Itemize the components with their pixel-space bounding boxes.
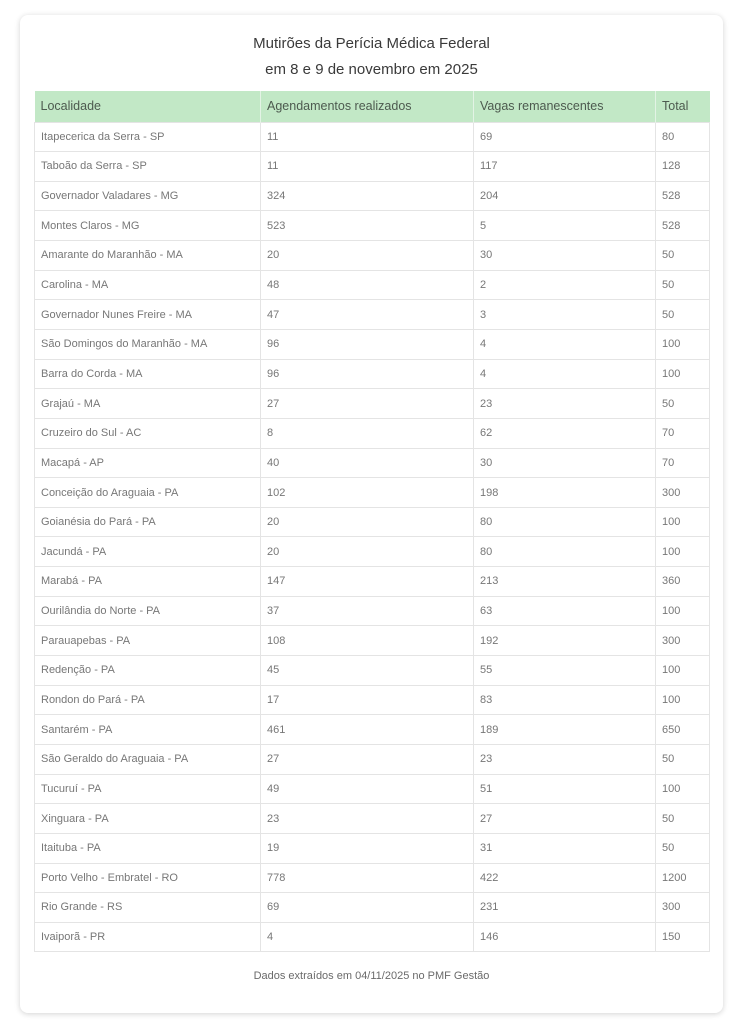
cell-total: 100	[656, 507, 710, 537]
cell-vagas: 231	[474, 893, 656, 923]
table-row	[35, 715, 710, 745]
cell-vagas: 23	[474, 389, 656, 419]
cell-agendamentos: 96	[261, 359, 474, 389]
cell-vagas: 55	[474, 656, 656, 686]
table-row	[35, 211, 710, 241]
table-row	[35, 270, 710, 300]
table-row	[35, 922, 710, 952]
cell-localidade: Governador Valadares - MG	[35, 181, 261, 211]
cell-localidade: São Geraldo do Araguaia - PA	[35, 744, 261, 774]
cell-total: 650	[656, 715, 710, 745]
cell-localidade: Macapá - AP	[35, 448, 261, 478]
cell-agendamentos: 45	[261, 656, 474, 686]
cell-total: 50	[656, 300, 710, 330]
cell-localidade: Grajaú - MA	[35, 389, 261, 419]
column-header-total: Total	[656, 91, 710, 122]
cell-localidade: Goianésia do Pará - PA	[35, 507, 261, 537]
cell-vagas: 27	[474, 804, 656, 834]
cell-vagas: 3	[474, 300, 656, 330]
cell-localidade: Taboão da Serra - SP	[35, 152, 261, 182]
cell-vagas: 69	[474, 122, 656, 152]
cell-localidade: Jacundá - PA	[35, 537, 261, 567]
table-row	[35, 685, 710, 715]
cell-vagas: 5	[474, 211, 656, 241]
cell-vagas: 80	[474, 537, 656, 567]
table-body	[35, 122, 710, 952]
table-row	[35, 122, 710, 152]
cell-vagas: 204	[474, 181, 656, 211]
cell-agendamentos: 147	[261, 567, 474, 597]
cell-agendamentos: 27	[261, 389, 474, 419]
table-row	[35, 241, 710, 271]
cell-vagas: 23	[474, 744, 656, 774]
cell-vagas: 80	[474, 507, 656, 537]
cell-total: 50	[656, 833, 710, 863]
cell-total: 128	[656, 152, 710, 182]
cell-agendamentos: 69	[261, 893, 474, 923]
cell-agendamentos: 102	[261, 478, 474, 508]
cell-total: 80	[656, 122, 710, 152]
cell-agendamentos: 49	[261, 774, 474, 804]
table-row	[35, 656, 710, 686]
table-row	[35, 626, 710, 656]
cell-agendamentos: 96	[261, 329, 474, 359]
cell-total: 528	[656, 181, 710, 211]
table-row	[35, 152, 710, 182]
cell-localidade: Amarante do Maranhão - MA	[35, 241, 261, 271]
page-subtitle: em 8 e 9 de novembro em 2025	[265, 61, 478, 78]
cell-total: 100	[656, 537, 710, 567]
column-header-vagas: Vagas remanescentes	[474, 91, 656, 122]
cell-agendamentos: 11	[261, 122, 474, 152]
cell-agendamentos: 40	[261, 448, 474, 478]
cell-total: 50	[656, 804, 710, 834]
table-row	[35, 448, 710, 478]
cell-vagas: 192	[474, 626, 656, 656]
table-row	[35, 418, 710, 448]
cell-vagas: 422	[474, 863, 656, 893]
cell-total: 100	[656, 685, 710, 715]
cell-agendamentos: 4	[261, 922, 474, 952]
content-card	[20, 15, 723, 1013]
cell-total: 100	[656, 359, 710, 389]
table-row	[35, 329, 710, 359]
cell-vagas: 146	[474, 922, 656, 952]
cell-agendamentos: 20	[261, 241, 474, 271]
cell-localidade: Barra do Corda - MA	[35, 359, 261, 389]
table-row	[35, 893, 710, 923]
column-header-localidade: Localidade	[35, 91, 261, 122]
cell-total: 360	[656, 567, 710, 597]
cell-vagas: 2	[474, 270, 656, 300]
cell-localidade: Rio Grande - RS	[35, 893, 261, 923]
cell-localidade: Governador Nunes Freire - MA	[35, 300, 261, 330]
cell-total: 50	[656, 389, 710, 419]
cell-agendamentos: 47	[261, 300, 474, 330]
cell-vagas: 213	[474, 567, 656, 597]
table-row	[35, 596, 710, 626]
cell-localidade: Parauapebas - PA	[35, 626, 261, 656]
cell-localidade: Rondon do Pará - PA	[35, 685, 261, 715]
cell-localidade: Santarém - PA	[35, 715, 261, 745]
cell-localidade: Porto Velho - Embratel - RO	[35, 863, 261, 893]
cell-agendamentos: 23	[261, 804, 474, 834]
page-title: Mutirões da Perícia Médica Federal	[253, 35, 490, 52]
cell-agendamentos: 461	[261, 715, 474, 745]
cell-total: 70	[656, 448, 710, 478]
cell-localidade: São Domingos do Maranhão - MA	[35, 329, 261, 359]
cell-agendamentos: 11	[261, 152, 474, 182]
cell-localidade: Ourilândia do Norte - PA	[35, 596, 261, 626]
table-row	[35, 863, 710, 893]
cell-total: 150	[656, 922, 710, 952]
cell-vagas: 198	[474, 478, 656, 508]
cell-agendamentos: 19	[261, 833, 474, 863]
cell-localidade: Ivaiporã - PR	[35, 922, 261, 952]
cell-vagas: 189	[474, 715, 656, 745]
cell-agendamentos: 17	[261, 685, 474, 715]
cell-total: 100	[656, 774, 710, 804]
table-row	[35, 300, 710, 330]
cell-agendamentos: 20	[261, 507, 474, 537]
cell-total: 528	[656, 211, 710, 241]
cell-agendamentos: 778	[261, 863, 474, 893]
cell-total: 100	[656, 656, 710, 686]
table-row	[35, 804, 710, 834]
table-row	[35, 181, 710, 211]
cell-localidade: Montes Claros - MG	[35, 211, 261, 241]
cell-agendamentos: 523	[261, 211, 474, 241]
cell-localidade: Itaituba - PA	[35, 833, 261, 863]
table-row	[35, 507, 710, 537]
cell-vagas: 117	[474, 152, 656, 182]
table-header-row	[35, 91, 710, 122]
cell-total: 1200	[656, 863, 710, 893]
table-row	[35, 744, 710, 774]
cell-vagas: 83	[474, 685, 656, 715]
table-row	[35, 359, 710, 389]
cell-localidade: Carolina - MA	[35, 270, 261, 300]
mutiroes-table	[34, 91, 710, 952]
table-row	[35, 389, 710, 419]
cell-localidade: Conceição do Araguaia - PA	[35, 478, 261, 508]
cell-vagas: 31	[474, 833, 656, 863]
cell-total: 50	[656, 270, 710, 300]
cell-total: 300	[656, 893, 710, 923]
cell-localidade: Itapecerica da Serra - SP	[35, 122, 261, 152]
cell-agendamentos: 8	[261, 418, 474, 448]
cell-vagas: 4	[474, 359, 656, 389]
table-row	[35, 567, 710, 597]
table-row	[35, 774, 710, 804]
cell-agendamentos: 48	[261, 270, 474, 300]
cell-total: 50	[656, 241, 710, 271]
cell-agendamentos: 27	[261, 744, 474, 774]
cell-localidade: Redenção - PA	[35, 656, 261, 686]
cell-total: 100	[656, 596, 710, 626]
cell-total: 300	[656, 478, 710, 508]
cell-agendamentos: 37	[261, 596, 474, 626]
table-row	[35, 478, 710, 508]
cell-total: 70	[656, 418, 710, 448]
cell-localidade: Cruzeiro do Sul - AC	[35, 418, 261, 448]
cell-vagas: 62	[474, 418, 656, 448]
table-row	[35, 833, 710, 863]
cell-vagas: 4	[474, 329, 656, 359]
cell-vagas: 51	[474, 774, 656, 804]
cell-total: 100	[656, 329, 710, 359]
cell-localidade: Tucuruí - PA	[35, 774, 261, 804]
cell-localidade: Xinguara - PA	[35, 804, 261, 834]
cell-vagas: 63	[474, 596, 656, 626]
cell-total: 300	[656, 626, 710, 656]
cell-vagas: 30	[474, 241, 656, 271]
cell-agendamentos: 108	[261, 626, 474, 656]
cell-vagas: 30	[474, 448, 656, 478]
cell-localidade: Marabá - PA	[35, 567, 261, 597]
data-source-note: Dados extraídos em 04/11/2025 no PMF Gestão	[253, 970, 490, 982]
column-header-agendamentos: Agendamentos realizados	[261, 91, 474, 122]
cell-total: 50	[656, 744, 710, 774]
cell-agendamentos: 20	[261, 537, 474, 567]
cell-agendamentos: 324	[261, 181, 474, 211]
table-row	[35, 537, 710, 567]
